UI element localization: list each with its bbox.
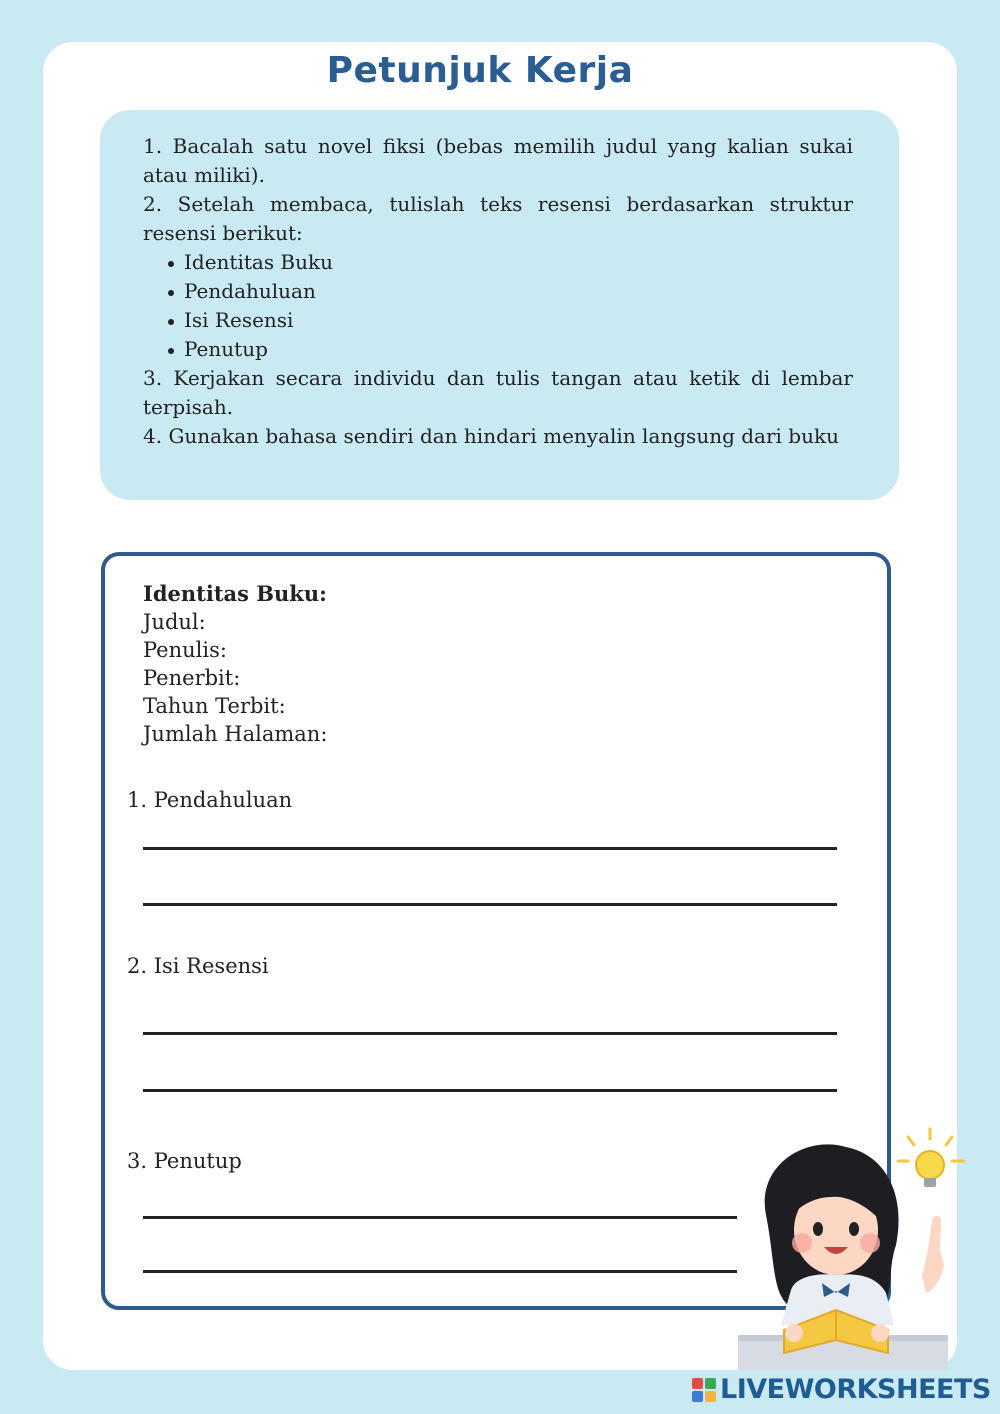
instructions-panel [100, 110, 899, 500]
structure-item: Identitas Buku [184, 248, 853, 277]
structure-item: Penutup [184, 335, 853, 364]
structure-list [143, 248, 853, 364]
instruction-4: 4. Gunakan bahasa sendiri dan hindari menyalin langsung dari buku [143, 424, 839, 448]
lightbulb-icon [898, 1129, 964, 1187]
field-penerbit: Penerbit: [143, 666, 241, 690]
writing-line [143, 1270, 737, 1273]
field-judul: Judul: [143, 610, 206, 634]
instruction-2: 2. Setelah membaca, tulislah teks resensi berdasarkan struktur resensi berikut: [143, 192, 853, 245]
section-pendahuluan: 1. Pendahuluan [127, 788, 293, 812]
liveworksheets-watermark [692, 1374, 991, 1405]
field-tahun-terbit: Tahun Terbit: [143, 694, 286, 718]
liveworksheets-logo-icon [692, 1378, 716, 1402]
structure-item: Isi Resensi [184, 306, 853, 335]
girl-reading-illustration [736, 1125, 971, 1370]
section-isi-resensi: 2. Isi Resensi [127, 954, 269, 978]
watermark-text: LIVEWORKSHEETS [720, 1374, 991, 1405]
section-penutup: 3. Penutup [127, 1149, 242, 1173]
instruction-1: 1. Bacalah satu novel fiksi (bebas memilih judul yang kalian sukai atau miliki). [143, 134, 853, 187]
writing-line [143, 1089, 837, 1092]
writing-line [143, 1216, 737, 1219]
book-identity [143, 580, 327, 748]
page-title: Petunjuk Kerja [326, 50, 634, 91]
field-penulis: Penulis: [143, 638, 227, 662]
writing-line [143, 903, 837, 906]
field-jumlah-halaman: Jumlah Halaman: [143, 722, 328, 746]
writing-line [143, 1032, 837, 1035]
writing-line [143, 847, 837, 850]
identity-heading: Identitas Buku: [143, 581, 327, 606]
structure-item: Pendahuluan [184, 277, 853, 306]
instruction-3: 3. Kerjakan secara individu dan tulis tangan atau ketik di lembar terpisah. [143, 366, 853, 419]
